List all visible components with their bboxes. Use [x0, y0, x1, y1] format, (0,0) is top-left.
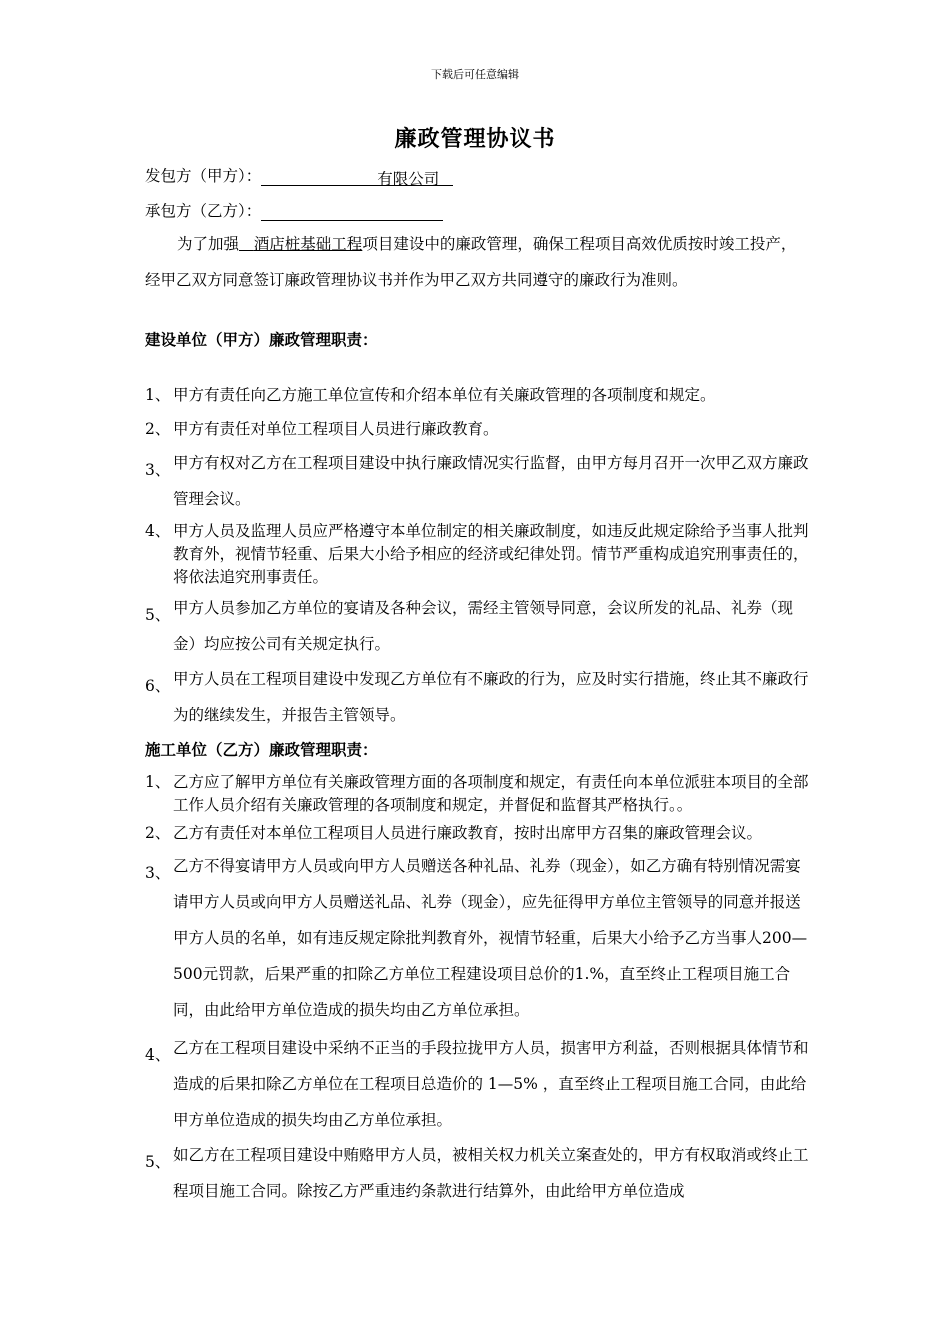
item-number: 2、 [145, 420, 171, 438]
party-a-field [261, 167, 453, 186]
item-number: 4、 [145, 522, 171, 540]
list-item [145, 771, 810, 817]
item-number: 3、 [145, 864, 171, 882]
list-item [145, 384, 810, 406]
section-a-heading: 建设单位（甲方）廉政管理职责： [145, 330, 378, 349]
list-item [145, 1030, 810, 1138]
intro-pre: 为了加强 [177, 235, 240, 253]
list-item [145, 822, 810, 844]
list-item [145, 520, 810, 589]
party-a-line [145, 164, 453, 186]
party-b-field [261, 202, 443, 221]
item-text: 甲方人员参加乙方单位的宴请及各种会议，需经主管领导同意，会议所发的礼品、礼券（现金）均应按公司有关规定执行。 [173, 599, 794, 653]
item-text: 甲方有责任对单位工程项目人员进行廉政教育。 [173, 420, 499, 438]
intro-post: 项目建设中的廉政管理，确保工程项目高效优质按时竣工投产，经甲乙双方同意签订廉政管理协议书并作为甲乙双方共同遵守的廉政行为准则。 [145, 235, 797, 289]
section-b-heading: 施工单位（乙方）廉政管理职责： [145, 740, 378, 759]
list-item [145, 590, 810, 662]
list-item [145, 848, 810, 1028]
intro-project [239, 235, 362, 253]
item-number: 6、 [145, 677, 171, 695]
item-number: 5、 [145, 606, 171, 624]
list-item [145, 661, 810, 733]
list-item [145, 418, 810, 440]
party-b-label: 承包方（乙方）： [145, 202, 262, 220]
item-number: 5、 [145, 1153, 171, 1171]
item-number: 3、 [145, 461, 171, 479]
item-number: 1、 [145, 773, 171, 791]
list-item [145, 1137, 810, 1209]
item-text: 甲方有权对乙方在工程项目建设中执行廉政情况实行监督，由甲方每月召开一次甲乙双方廉政管理会议。 [173, 454, 809, 508]
item-number: 2、 [145, 824, 171, 842]
party-b-line [145, 199, 443, 221]
intro-paragraph [145, 226, 805, 298]
item-text: 乙方不得宴请甲方人员或向甲方人员赠送各种礼品、礼券（现金），如乙方确有特别情况需宴请甲方人员或向甲方人员赠送礼品、礼券（现金），应先征得甲方单位主管领导的同意并报送甲方人员的名单，如有违反规定除批判教育外，视情节轻重，后果大小给予乙方当事人200—500元罚款，后果严重的扣除乙方单位工程建设项目总价的1.%，直至终止工程项目施工合同，由此给甲方单位造成的损失均由乙方单位承担。 [173, 857, 808, 1019]
item-text: 乙方在工程项目建设中采纳不正当的手段拉拢甲方人员，损害甲方利益，否则根据具体情节和造成的后果扣除乙方单位在工程项目总造价的 1—5% ，直至终止工程项目施工合同，由此给甲方单位造成的损失均由乙方单位承担。 [173, 1039, 809, 1129]
item-text: 如乙方在工程项目建设中贿赂甲方人员，被相关权力机关立案查处的，甲方有权取消或终止工程项目施工合同。除按乙方严重违约条款进行结算外，由此给甲方单位造成 [173, 1146, 809, 1200]
page-header: 下载后可任意编辑 [431, 68, 519, 81]
item-text: 甲方人员及监理人员应严格遵守本单位制定的相关廉政制度，如违反此规定除给予当事人批判教育外，视情节轻重、后果大小给予相应的经济或纪律处罚。情节严重构成追究刑事责任的，将依法追究刑事责任。 [173, 522, 809, 586]
party-a-label: 发包方（甲方）： [145, 167, 262, 185]
item-text: 甲方有责任向乙方施工单位宣传和介绍本单位有关廉政管理的各项制度和规定。 [173, 386, 716, 404]
item-text: 乙方应了解甲方单位有关廉政管理方面的各项制度和规定，有责任向本单位派驻本项目的全部工作人员介绍有关廉政管理的各项制度和规定，并督促和监督其严格执行。。 [173, 773, 809, 814]
item-text: 乙方有责任对本单位工程项目人员进行廉政教育，按时出席甲方召集的廉政管理会议。 [173, 824, 763, 842]
intro-project-name: 酒店桩基础工程 [253, 235, 363, 253]
item-number: 4、 [145, 1046, 171, 1064]
item-number: 1、 [145, 386, 171, 404]
party-a-value: 有限公司 [377, 170, 440, 188]
item-text: 甲方人员在工程项目建设中发现乙方单位有不廉政的行为，应及时实行措施，终止其不廉政行为的继续发生，并报告主管领导。 [173, 670, 809, 724]
list-item [145, 445, 810, 517]
document-title: 廉政管理协议书 [394, 126, 556, 152]
